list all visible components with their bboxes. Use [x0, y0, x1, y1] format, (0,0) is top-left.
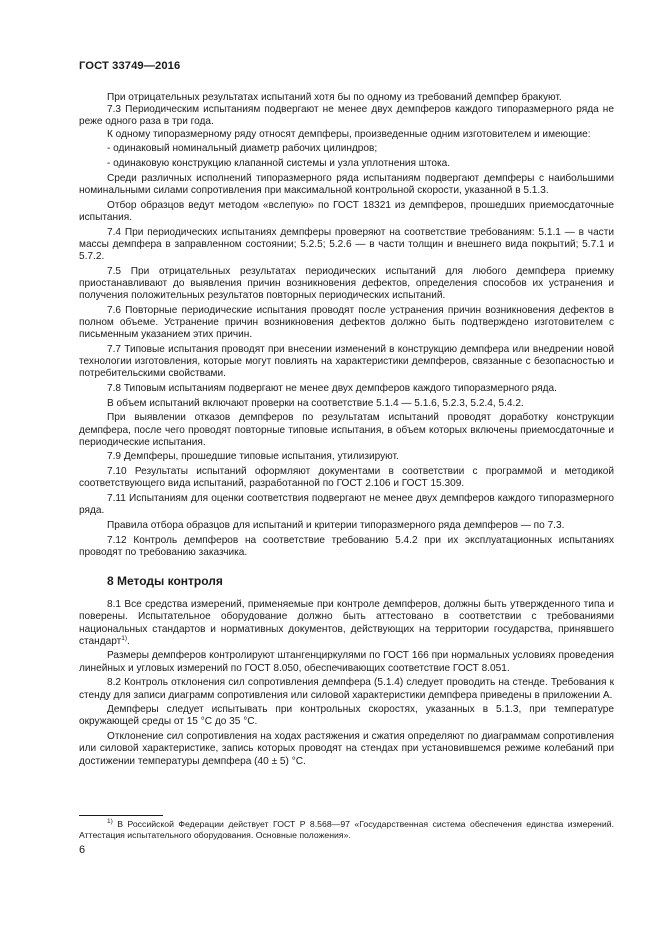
paragraph: Отклонение сил сопротивления на ходах растяжения и сжатия определяют по диаграммам сопротивления или силовой характеристике, запись которых проводят на стендах при установившемся режиме колебаний при достижении температуры демпфера (40 ± 5) °С. — [79, 731, 614, 767]
paragraph: Правила отбора образцов для испытаний и критерии типоразмерного ряда демпферов — по 7.3. — [107, 520, 565, 531]
footnote-reference: 1) — [121, 634, 128, 642]
paragraph: 7.10 Результаты испытаний оформляют документами в соответствии с программой и методикой соответствующего вида испытаний, разработанной по ГОСТ 2.106 и ГОСТ 15.309. — [79, 466, 614, 490]
footnote-marker: 1) — [107, 818, 113, 825]
paragraph: Размеры демпферов контролируют штангенциркулями по ГОСТ 166 при нормальных условиях проведения линейных и угловых измерений по ГОСТ 8.050, обеспечивающих соответствие ГОСТ 8.051. — [79, 650, 614, 674]
paragraph: 7.11 Испытаниям для оценки соответствия подвергают не менее двух демпферов каждого типоразмерного ряда. — [79, 493, 614, 517]
paragraph: 7.3 Периодическим испытаниям подвергают не менее двух демпферов каждого типоразмерного ряда не реже одного раза в три года. — [79, 104, 614, 128]
paragraph: 7.4 При периодических испытаниях демпферы проверяют на соответствие требованиям: 5.1.1 — в части массы демпфера в заправленном состоянии; 5.2.5; 5.2.6 — в части толщин и внешнего вида покрытий; 5.7.1 и 5.7.2. — [79, 226, 614, 262]
paragraph: При отрицательных результатах испытаний хотя бы по одному из требований демпфер бракуют. — [107, 92, 562, 103]
footnote-text: В Российской Федерации действует ГОСТ Р 8.568—97 «Государственная система обеспечения единства измерений. Аттестация испытательного оборудования. Основные положения». — [79, 819, 614, 840]
body-text — [79, 92, 614, 768]
paragraph: 7.5 При отрицательных результатах периодических испытаний для любого демпфера приемку приостанавливают до выявления причин возникновения дефектов, определения способов их устранения и получения положительных результатов повторных периодических испытаний. — [79, 265, 614, 302]
paragraph: 8.2 Контроль отклонения сил сопротивления демпфера (5.1.4) следует проводить на стенде. Требования к стенду для записи диаграмм сопротивления или силовой характеристики демпфера приведены в приложении А. — [79, 677, 614, 701]
footnote — [79, 819, 614, 841]
document-code: ГОСТ 33749—2016 — [79, 60, 181, 72]
paragraph: 7.12 Контроль демпферов на соответствие требованию 5.4.2 при их эксплуатационных испытаниях проводят по требованию заказчика. — [79, 534, 614, 558]
paragraph: 7.6 Повторные периодические испытания проводят после устранения причин возникновения дефектов в полном объеме. Устранение причин возникновения дефектов должно быть подтверждено изготовителем с письменным указанием этих причин. — [79, 304, 614, 341]
paragraph: Демпферы следует испытывать при контрольных скоростях, указанных в 5.1.3, при температуре окружающей среды от 15 °С до 35 °С. — [79, 704, 614, 728]
paragraph: 7.8 Типовым испытаниям подвергают не менее двух демпферов каждого типоразмерного ряда. — [107, 382, 557, 394]
paragraph: В объем испытаний включают проверки на соответствие 5.1.4 — 5.1.6, 5.2.3, 5.2.4, 5.4.2. — [107, 397, 524, 409]
paragraph-8-1: 8.1 Все средства измерений, применяемые при контроле демпферов, должны быть утвержденного типа и поверены. Испытательное оборудование должно быть аттестовано в соответствии с требованиями национальных стандартов и нормативных документов, действующих на территории государства, принявшего стандарт$^{1)}$. — [79, 599, 614, 647]
paragraph-8-1-text: 8.1 Все средства измерений, применяемые при контроле демпферов, должны быть утвержденного типа и поверены. Испытательное оборудование должно быть аттестовано в соответствии с требованиями национальных стандартов и нормативных документов, действующих на территории государства, принявшего стандарт — [79, 599, 614, 647]
list-item: - одинаковый номинальный диаметр рабочих цилиндров; — [107, 143, 378, 155]
page-number: 6 — [79, 844, 86, 856]
section-heading: 8 Методы контроля — [107, 574, 223, 589]
list-item: - одинаковую конструкцию клапанной системы и узла уплотнения штока. — [107, 158, 451, 170]
paragraph: 7.7 Типовые испытания проводят при внесении изменений в конструкцию демпфера или внедрении новой технологии изготовления, которые могут повлиять на характеристики демпферов, связанные с безопасностью и потребительскими свойствами. — [79, 343, 614, 380]
paragraph: 7.9 Демпферы, прошедшие типовые испытания, утилизируют. — [107, 451, 399, 463]
paragraph: Отбор образцов ведут методом «вслепую» по ГОСТ 18321 из демпферов, прошедших приемосдаточные испытания. — [79, 199, 614, 223]
paragraph: К одному типоразмерному ряду относят демпферы, произведенные одним изготовителем и имеющие: — [107, 128, 591, 140]
paragraph: При выявлении отказов демпферов по результатам испытаний проводят доработку конструкции демпфера, после чего проводят повторные типовые испытания, в объем которых включены приемосдаточные и периодические испытания. — [79, 412, 614, 448]
footnote-divider — [79, 815, 163, 816]
paragraph: Среди различных исполнений типоразмерного ряда испытаниям подвергают демпферы с наибольшими номинальными силами сопротивления при максимальной контрольной скорости, указанной в 5.1.3. — [79, 172, 614, 196]
